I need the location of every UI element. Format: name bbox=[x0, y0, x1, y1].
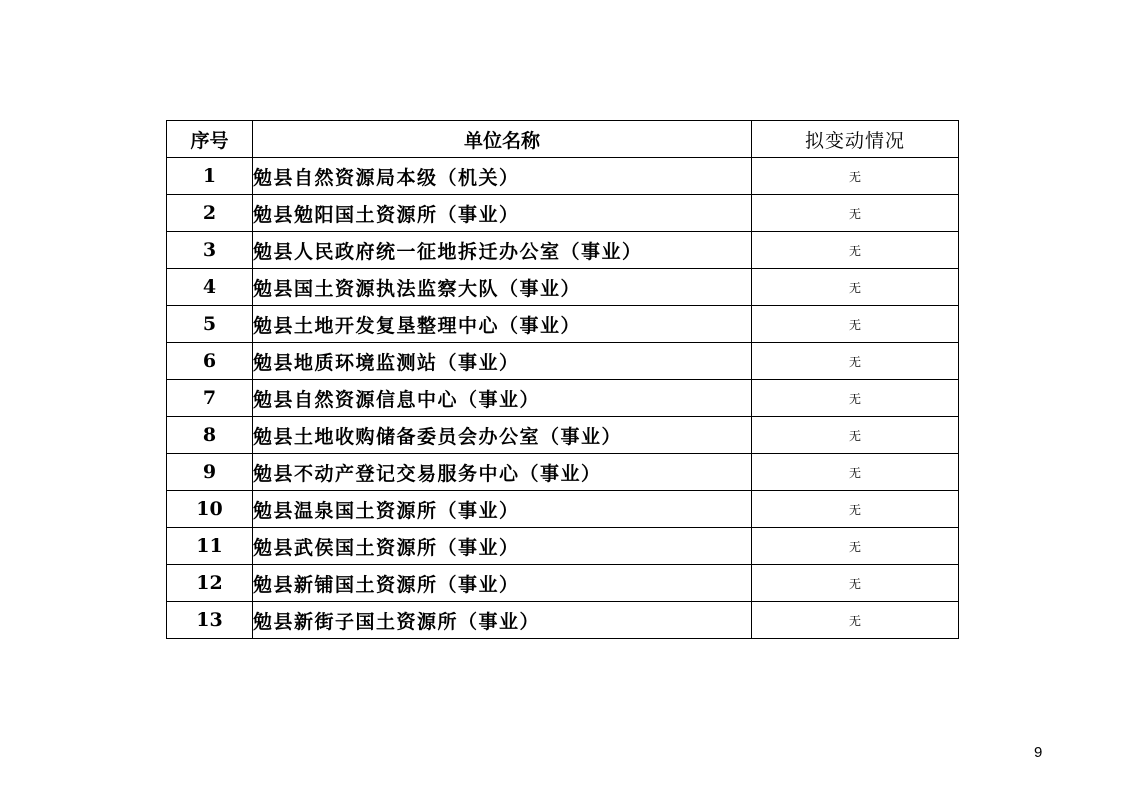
header-seq: 序号 bbox=[167, 121, 253, 158]
table-row bbox=[167, 195, 959, 232]
row-change-status: 无 bbox=[752, 232, 959, 269]
table-row bbox=[167, 565, 959, 602]
row-seq: 10 bbox=[167, 491, 253, 528]
row-unit-name: 勉县武侯国土资源所（事业） bbox=[253, 528, 752, 565]
row-change-status: 无 bbox=[752, 528, 959, 565]
row-seq: 7 bbox=[167, 380, 253, 417]
table-row bbox=[167, 269, 959, 306]
row-unit-name: 勉县新铺国土资源所（事业） bbox=[253, 565, 752, 602]
row-seq: 13 bbox=[167, 602, 253, 639]
row-unit-name: 勉县地质环境监测站（事业） bbox=[253, 343, 752, 380]
row-change-status: 无 bbox=[752, 343, 959, 380]
row-seq: 8 bbox=[167, 417, 253, 454]
row-change-status: 无 bbox=[752, 417, 959, 454]
row-seq: 4 bbox=[167, 269, 253, 306]
page-number: 9 bbox=[1034, 744, 1043, 761]
table-header-row bbox=[167, 121, 959, 158]
row-seq: 2 bbox=[167, 195, 253, 232]
row-unit-name: 勉县人民政府统一征地拆迁办公室（事业） bbox=[253, 232, 752, 269]
row-seq: 5 bbox=[167, 306, 253, 343]
row-change-status: 无 bbox=[752, 195, 959, 232]
row-change-status: 无 bbox=[752, 269, 959, 306]
table-body bbox=[167, 158, 959, 639]
table-row bbox=[167, 306, 959, 343]
table-row bbox=[167, 380, 959, 417]
table-row bbox=[167, 158, 959, 195]
table-row bbox=[167, 454, 959, 491]
table-row bbox=[167, 343, 959, 380]
row-change-status: 无 bbox=[752, 380, 959, 417]
table-row bbox=[167, 417, 959, 454]
row-unit-name: 勉县自然资源信息中心（事业） bbox=[253, 380, 752, 417]
row-change-status: 无 bbox=[752, 565, 959, 602]
row-seq: 11 bbox=[167, 528, 253, 565]
row-seq: 3 bbox=[167, 232, 253, 269]
table-row bbox=[167, 528, 959, 565]
row-seq: 6 bbox=[167, 343, 253, 380]
row-unit-name: 勉县国土资源执法监察大队（事业） bbox=[253, 269, 752, 306]
table-row bbox=[167, 602, 959, 639]
row-unit-name: 勉县土地收购储备委员会办公室（事业） bbox=[253, 417, 752, 454]
row-seq: 12 bbox=[167, 565, 253, 602]
row-change-status: 无 bbox=[752, 454, 959, 491]
table-row bbox=[167, 491, 959, 528]
row-change-status: 无 bbox=[752, 602, 959, 639]
row-seq: 9 bbox=[167, 454, 253, 491]
unit-table bbox=[166, 120, 959, 639]
row-unit-name: 勉县勉阳国土资源所（事业） bbox=[253, 195, 752, 232]
row-change-status: 无 bbox=[752, 491, 959, 528]
row-change-status: 无 bbox=[752, 158, 959, 195]
row-seq: 1 bbox=[167, 158, 253, 195]
row-unit-name: 勉县温泉国土资源所（事业） bbox=[253, 491, 752, 528]
row-unit-name: 勉县新街子国土资源所（事业） bbox=[253, 602, 752, 639]
row-unit-name: 勉县土地开发复垦整理中心（事业） bbox=[253, 306, 752, 343]
row-unit-name: 勉县自然资源局本级（机关） bbox=[253, 158, 752, 195]
table-row bbox=[167, 232, 959, 269]
header-change-status: 拟变动情况 bbox=[752, 121, 959, 158]
row-change-status: 无 bbox=[752, 306, 959, 343]
row-unit-name: 勉县不动产登记交易服务中心（事业） bbox=[253, 454, 752, 491]
header-unit-name: 单位名称 bbox=[253, 121, 752, 158]
